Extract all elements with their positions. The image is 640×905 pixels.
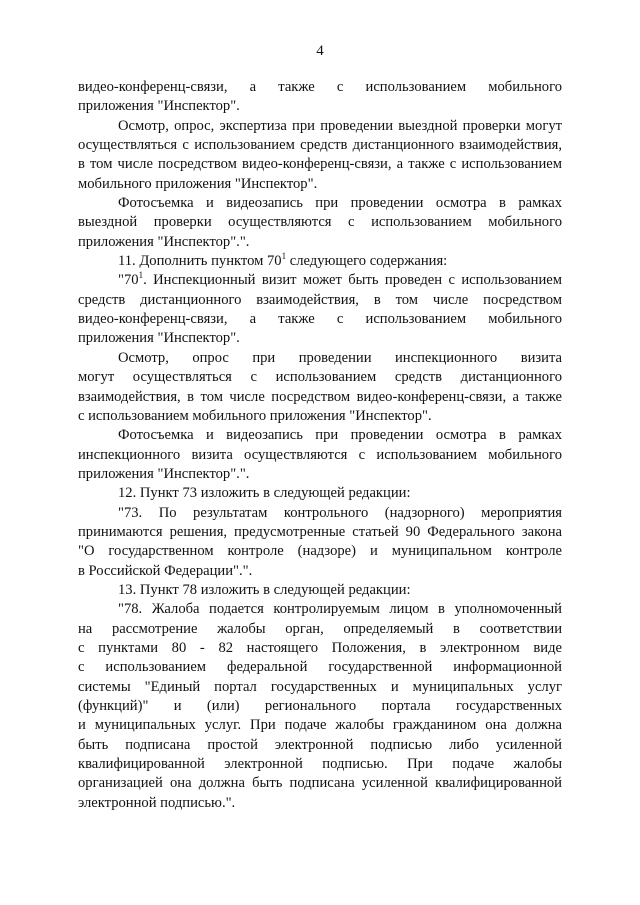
text-line-part: 12. Пункт 73 изложить в следующей редакции: — [118, 485, 411, 502]
text-line — [78, 117, 562, 136]
text-line — [78, 136, 562, 155]
text-line-part: "О государственном контроле (надзоре) и муниципальном контроле — [78, 543, 562, 560]
text-line — [78, 620, 562, 639]
text-line — [78, 271, 562, 290]
text-line-part: взаимодействия, в том числе посредством видео-конференц-связи, а также — [78, 388, 562, 405]
text-line — [78, 794, 562, 813]
text-line — [78, 78, 562, 97]
text-line — [78, 697, 562, 716]
superscript: 1 — [138, 271, 144, 281]
text-line-part: "78. Жалоба подается контролируемым лицом в уполномоченный — [118, 601, 562, 618]
text-line-part: следующего содержания: — [286, 253, 448, 270]
text-line — [78, 562, 562, 581]
text-line — [78, 97, 562, 116]
text-line — [78, 716, 562, 735]
text-line-part: "73. По результатам контрольного (надзорного) мероприятия — [118, 504, 562, 521]
text-line — [78, 368, 562, 387]
text-line-part: Фотосъемка и видеозапись при проведении осмотра в рамках — [118, 195, 562, 212]
superscript: 1 — [281, 251, 287, 262]
text-line-part: быть подписана простой электронной подписью либо усиленной — [78, 736, 562, 753]
text-line-part: в том числе посредством видео-конференц-связи, а также с использованием — [78, 156, 562, 173]
text-line-part: могут осуществляться с использованием средств дистанционного — [78, 369, 562, 386]
text-line — [78, 581, 562, 600]
text-line — [78, 252, 562, 271]
page-number: 4 — [316, 43, 324, 59]
text-line — [78, 484, 562, 503]
text-line-part: организацией она должна быть подписана усиленной квалифицированной — [78, 775, 562, 792]
document-body — [78, 78, 562, 813]
text-line-part: . Инспекционный визит может быть проведен с использованием — [143, 272, 562, 289]
text-line — [78, 291, 562, 310]
text-line-part: "70 — [118, 272, 139, 289]
text-line-part: средств дистанционного взаимодействия, в том числе посредством — [78, 291, 562, 308]
text-line — [78, 329, 562, 348]
text-line-part: осуществляться с использованием средств дистанционного взаимодействия, — [78, 137, 562, 154]
text-line-part: 11. Дополнить пунктом 70 — [118, 253, 282, 270]
text-line-part: Осмотр, опрос, экспертиза при проведении выездной проверки могут — [118, 117, 562, 134]
text-line — [78, 678, 562, 697]
text-line-part: квалифицированной электронной подписью. При подаче жалобы — [78, 756, 562, 773]
text-line-part: системы "Единый портал государственных и муниципальных услуг — [78, 678, 562, 695]
text-line-part: видео-конференц-связи, а также с использованием мобильного — [78, 311, 562, 328]
text-line-part: с пунктами 80 - 82 настоящего Положения, в электронном виде — [78, 639, 562, 656]
text-line — [78, 310, 562, 329]
text-line-part: 13. Пункт 78 изложить в следующей редакции: — [118, 581, 411, 598]
text-line — [78, 175, 562, 194]
text-line-part: с использованием федеральной государственной информационной — [78, 659, 562, 676]
text-line — [78, 542, 562, 561]
text-line-part: с использованием мобильного приложения "Инспектор". — [78, 407, 432, 424]
text-line — [78, 736, 562, 755]
text-line-part: и муниципальных услуг. При подаче жалобы гражданином она должна — [78, 717, 562, 734]
text-line-part: электронной подписью.". — [78, 794, 236, 811]
text-line — [78, 426, 562, 445]
text-line-part: (функций)" и (или) регионального портала государственных — [78, 698, 562, 714]
text-line — [78, 407, 562, 426]
text-line — [78, 465, 562, 484]
text-line-part: мобильного приложения "Инспектор". — [78, 175, 318, 192]
text-line — [78, 658, 562, 677]
text-line-part: инспекционного визита осуществляются с использованием мобильного — [78, 446, 562, 463]
text-line-part: Осмотр, опрос при проведении инспекционного визита — [118, 349, 562, 366]
text-line — [78, 755, 562, 774]
text-line — [78, 349, 562, 368]
text-line — [78, 155, 562, 174]
text-line-part: приложения "Инспектор".". — [78, 465, 250, 482]
text-line — [78, 233, 562, 252]
text-line-part: принимаются решения, предусмотренные статьей 90 Федерального закона — [78, 523, 562, 540]
text-line-part: в Российской Федерации".". — [78, 562, 253, 579]
text-line — [78, 446, 562, 465]
text-line-part: приложения "Инспектор".". — [78, 233, 250, 250]
text-line — [78, 600, 562, 619]
text-line-part: выездной проверки осуществляются с использованием мобильного — [78, 214, 562, 231]
text-line — [78, 523, 562, 542]
text-line — [78, 194, 562, 213]
text-line-part: видео-конференц-связи, а также с использованием мобильного — [78, 79, 562, 95]
text-line-part: на рассмотрение жалобы орган, определяемый в соответствии — [78, 620, 562, 637]
text-line — [78, 774, 562, 793]
text-line — [78, 504, 562, 523]
text-line-part: Фотосъемка и видеозапись при проведении осмотра в рамках — [118, 427, 562, 444]
text-line-part: приложения "Инспектор". — [78, 330, 240, 347]
text-line-part: приложения "Инспектор". — [78, 98, 240, 115]
text-line — [78, 213, 562, 232]
text-line — [78, 639, 562, 658]
text-line — [78, 388, 562, 407]
